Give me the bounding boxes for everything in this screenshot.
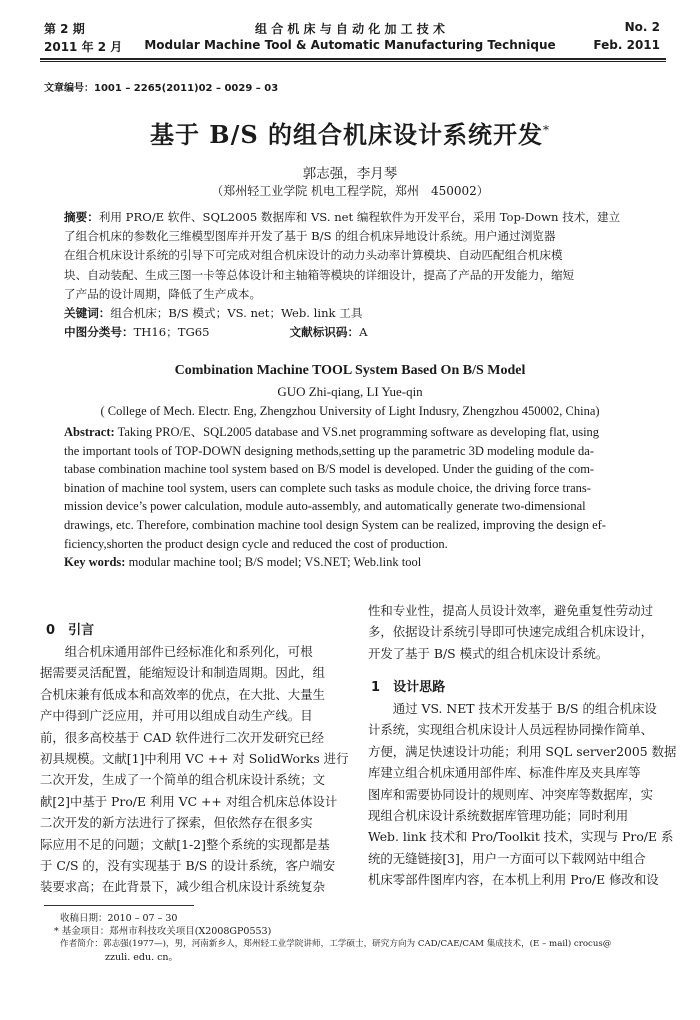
keywords-en-text: modular machine tool; B/S model; VS.NET; Web.link tool	[128, 555, 422, 570]
paper-title-text: 基于 B/S 的组合机床设计系统开发	[149, 120, 544, 149]
issue-date-en: Feb. 2011	[593, 38, 660, 52]
class-no-text: TH16；TG65	[133, 325, 210, 340]
body-line: 性和专业性，提高人员设计效率，避免重复性劳动过	[368, 603, 653, 618]
issue-number: 第 2 期	[44, 22, 85, 36]
footnote-fund: * 基金项目：郑州市科技攻关项目(X2008GP0553)	[54, 926, 272, 937]
header-rule-thin	[40, 61, 666, 62]
right-column-body	[368, 698, 677, 891]
left-column-body	[40, 641, 349, 898]
footnote-author: 作者简介：郭志强(1977—)，男，河南新乡人，郑州轻工业学院讲师，工学硕士，研究方向为 CAD/CAE/CAM 集成技术，(E – mail) crocus@	[60, 939, 612, 949]
authors-cn: 郭志强，李月琴	[302, 166, 398, 182]
doc-code-label: 文献标识码：	[289, 325, 360, 340]
issue-number-en: No. 2	[624, 20, 660, 34]
abstract-cn-text: 利用 PRO/E 软件、SQL2005 数据库和 VS. net 编程软件为开发平台，采用 Top-Down 技术，建立	[98, 210, 621, 224]
abstract-cn	[64, 208, 650, 342]
body-line: 机床零部件图库内容，在本机上利用 Pro/E 修改和设	[368, 872, 659, 888]
keywords-cn	[64, 304, 650, 323]
footnote-rule	[44, 905, 194, 906]
body-line: 通过 VS. NET 技术开发基于 B/S 的组合机床设	[368, 701, 657, 716]
section-1-heading	[371, 676, 445, 695]
classification-line	[64, 323, 650, 342]
body-line: 组合机床通用部件已经标准化和系列化，可根	[40, 644, 313, 659]
section-0-title: 引言	[68, 623, 95, 638]
body-line: 方便，满足快速设计功能；利用 SQL server2005 数据	[368, 743, 677, 759]
abstract-en	[64, 423, 650, 572]
class-no-label: 中图分类号：	[64, 325, 134, 340]
journal-name-cn: 组 合 机 床 与 自 动 化 加 工 技 术	[255, 22, 445, 36]
header-rule	[40, 58, 666, 60]
body-line: 献[2]中基于 Pro/E 利用 VC ++ 对组合机床总体设计	[40, 793, 338, 809]
section-0-heading	[46, 619, 94, 638]
title-footnote-mark: *	[543, 123, 551, 137]
body-line: 前，很多高校基于 CAD 软件进行二次开发研究已经	[40, 729, 325, 745]
abstract-en-line: tabase combination machine tool system based on B/S model is developed. Under the guiding of the com-	[64, 462, 595, 477]
issue-date-cn: 2011 年 2 月	[44, 40, 123, 54]
body-line: 二次开发的新方法进行了探索，但依然存在很多实	[40, 815, 313, 831]
doc-code-text: A	[359, 325, 368, 340]
footnote-received: 收稿日期：2010 – 07 – 30	[60, 913, 178, 924]
abstract-en-line: ficiency,shorten the product design cycle and reduced the cost of production.	[64, 536, 448, 551]
section-1-number: 1	[371, 680, 381, 695]
journal-name-en: Modular Machine Tool & Automatic Manufacturing Technique	[144, 38, 556, 52]
body-line: 合机床兼有低成本和高效率的优点，在大批、大量生	[40, 686, 325, 702]
article-number: 文章编号：1001 – 2265(2011)02 – 0029 – 03	[44, 83, 279, 94]
section-0-number: 0	[46, 623, 56, 638]
body-line: Web. link 技术和 Pro/Toolkit 技术，实现与 Pro/E 系	[368, 829, 674, 845]
body-line: 多，依据设计系统引导即可快速完成组合机床设计，	[368, 624, 653, 640]
keywords-cn-text: 组合机床；B/S 模式；VS. net；Web. link 工具	[110, 306, 363, 321]
body-line: 二次开发，生成了一个简单的组合机床设计系统；文	[40, 772, 325, 788]
abstract-cn-label: 摘要：	[64, 210, 99, 224]
abstract-en-line	[64, 423, 650, 442]
abstract-cn-line: 在组合机床设计系统的引导下可完成对组合机床设计的动力头动率计算模块、自动匹配组合机床模	[64, 248, 563, 263]
abstract-cn-line	[64, 208, 650, 227]
keywords-cn-label: 关键词：	[64, 306, 111, 321]
body-line: 计系统，实现组合机床设计人员远程协同操作简单、	[368, 722, 653, 738]
footnote-author-cont: zzuli. edu. cn。	[105, 952, 179, 963]
abstract-en-line: the important tools of TOP-DOWN designing methods,setting up the parametric 3D modeling module da-	[64, 443, 595, 458]
footnotes	[54, 912, 660, 964]
body-line: 装要求高；在此背景下，减少组合机床设计系统复杂	[40, 879, 325, 895]
body-line: 开发了基于 B/S 模式的组合机床设计系统。	[368, 645, 609, 661]
body-line: 于 C/S 的，没有实现基于 B/S 的设计系统，客户端安	[40, 858, 336, 874]
right-column-top	[368, 600, 668, 664]
abstract-en-text: Taking PRO/E、SQL2005 database and VS.net programming software as developing flat, using	[117, 425, 600, 439]
body-line: 初具规模。文献[1]中利用 VC ++ 对 SolidWorks 进行	[40, 751, 349, 767]
section-1-title: 设计思路	[393, 680, 446, 695]
body-line: 现组合机床设计系统数据库管理功能；同时利用	[368, 808, 629, 824]
affiliation-en: ( College of Mech. Electr. Eng, Zhengzhou University of Light Indusry, Zhengzhou 450002, China)	[100, 404, 600, 418]
affiliation-cn: （郑州轻工业学院 机电工程学院，郑州 450002）	[211, 184, 489, 198]
abstract-en-line: bination of machine tool system, users can complete such tasks as module choice, the driving force trans-	[64, 480, 591, 495]
paper-title	[0, 115, 700, 150]
title-en: Combination Machine TOOL System Based On B/S Model	[174, 363, 526, 378]
keywords-en-label: Key words:	[64, 555, 126, 570]
body-line: 据需要灵活配置，能缩短设计和制造周期。因此，组	[40, 665, 325, 681]
authors-en: GUO Zhi-qiang, LI Yue-qin	[277, 384, 423, 399]
body-line: 图库和需要协同设计的规则库、冲突库等数据库，实	[368, 786, 653, 802]
body-line: 库建立组合机床通用部件库、标准件库及夹具库等	[368, 765, 641, 781]
body-line: 际应用不足的问题；文献[1-2]整个系统的实现都是基	[40, 836, 330, 852]
abstract-cn-line: 了组合机床的参数化三维模型图库并开发了基于 B/S 的组合机床异地设计系统。用户通过浏览器	[64, 229, 556, 244]
abstract-cn-line: 了产品的设计周期，降低了生产成本。	[64, 286, 262, 301]
body-line: 产中得到广泛应用，并可用以组成自动生产线。目	[40, 708, 313, 724]
body-line: 统的无缝链接[3]，用户一方面可以下载网站中组合	[368, 850, 646, 866]
keywords-en	[64, 553, 650, 572]
abstract-en-line: drawings, etc. Therefore, combination machine tool design System can be realized, improving the design ef-	[64, 517, 606, 532]
abstract-en-line: mission device’s power calculation, module auto-assembly, and automatically generate two-dimensional	[64, 499, 586, 514]
abstract-en-label: Abstract:	[64, 425, 115, 439]
abstract-cn-line: 块、自动装配、生成三图一卡等总体设计和主轴箱等模块的详细设计，提高了产品的开发能力，缩短	[64, 267, 575, 282]
